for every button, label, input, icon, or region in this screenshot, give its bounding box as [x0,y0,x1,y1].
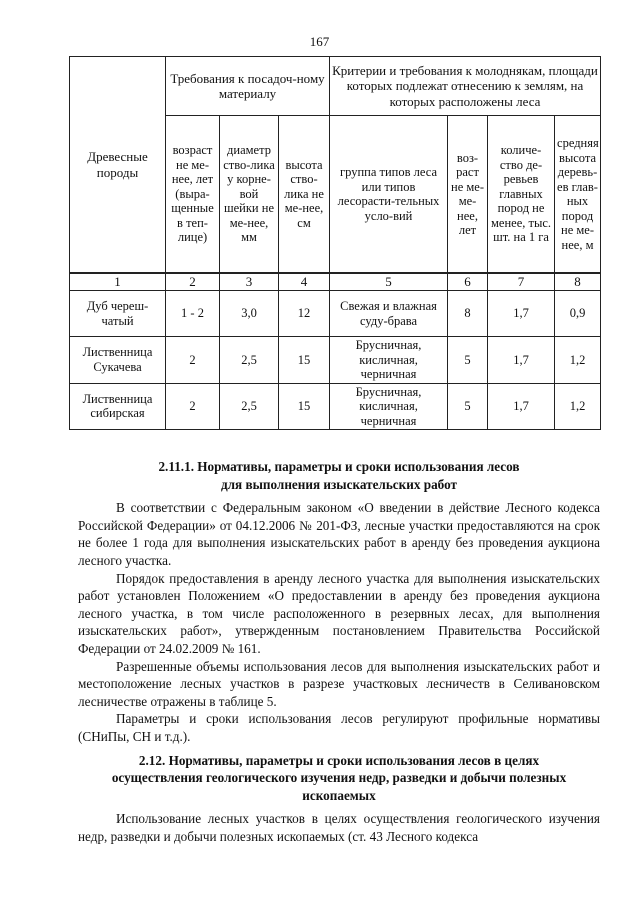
cell-height: 15 [279,337,330,384]
heading-line: осуществления геологического изучения недр, разведки и добычи полезных [111,770,567,786]
page-number: 167 [309,34,330,49]
cell-height: 12 [279,291,330,337]
subheader-avg-height: средняя высота деревь-ев глав-ных пород не ме-нее, м [555,116,601,274]
column-number: 4 [279,273,330,291]
subheader-forest-type: группа типов леса или типов лесорасти-тельных усло-вий [330,116,448,274]
header-planting-material: Требования к посадоч-ному материалу [166,57,330,116]
section-heading-2-12 [78,752,600,805]
cell-avg-height: 0,9 [555,291,601,337]
subheader-diameter: диаметр ство-лика у корне-вой шейки не ме-нее, мм [220,116,279,274]
paragraph: Порядок предоставления в аренду лесного участка для выполнения изыскательских работ установлен Положением «О предоставлении в аренду без проведения аукциона лесного участка, в том числе расположенного в резервных лесах, для выполнения изыскательских работ», утвержденным постановлением Правительства Российской Федерации от 24.02.2009 № 161. [78,570,600,656]
cell-age-young: 5 [448,337,488,384]
table-row [70,337,601,384]
paragraph: Параметры и сроки использования лесов регулируют профильные нормативы (СНиПы, СН и т.д.). [78,711,600,744]
cell-tree-count: 1,7 [488,383,555,430]
column-number: 2 [166,273,220,291]
cell-species: Лиственница Сукачева [70,337,166,384]
cell-tree-count: 1,7 [488,291,555,337]
cell-tree-count: 1,7 [488,337,555,384]
column-number: 3 [220,273,279,291]
cell-species: Дуб череш-чатый [70,291,166,337]
cell-age-young: 5 [448,383,488,430]
forest-requirements-table [69,56,601,430]
cell-age: 1 - 2 [166,291,220,337]
column-number: 6 [448,273,488,291]
subheader-height: высота ство-лика не ме-нее, см [279,116,330,274]
header-young-stands: Критерии и требования к молоднякам, площади которых подлежат отнесению к землям, на которых расположены леса [330,57,601,116]
paragraph: Использование лесных участков в целях осуществления геологического изучения недр, разведки и добычи полезных ископаемых (ст. 43 Лесного кодекса [78,811,600,844]
cell-avg-height: 1,2 [555,337,601,384]
cell-avg-height: 1,2 [555,383,601,430]
cell-species: Лиственница сибирская [70,383,166,430]
column-number: 5 [330,273,448,291]
heading-line: 2.11.1. Нормативы, параметры и сроки использования лесов [158,459,520,474]
subheader-age: возраст не ме-нее, лет (выра-щенные в теп-лице) [166,116,220,274]
cell-forest-type: Брусничная, кисличная, черничная [330,383,448,430]
table-row [70,383,601,430]
body-text [78,458,600,845]
column-number: 8 [555,273,601,291]
section-heading-2-11-1 [78,458,600,493]
heading-line: для выполнения изыскательских работ [220,476,457,492]
subheader-tree-count: количе-ство де-ревьев главных пород не менее, тыс. шт. на 1 га [488,116,555,274]
table-row [70,291,601,337]
cell-forest-type: Брусничная, кисличная, черничная [330,337,448,384]
paragraph: Разрешенные объемы использования лесов для выполнения изыскательских работ и местоположение лесных участков в разрезе участковых лесничеств в Селивановском лесничестве отражены в таблице 5. [78,658,600,709]
cell-forest-type: Свежая и влажная суду-брава [330,291,448,337]
column-number: 1 [70,273,166,291]
cell-age: 2 [166,337,220,384]
paragraph: В соответствии с Федеральным законом «О введении в действие Лесного кодекса Российской Федерации» от 04.12.2006 № 201-ФЗ, лесные участки предоставляются на срок не более 1 года для выполнения изыскательских работ в аренду без проведения аукциона лесного участка. [78,500,600,568]
heading-line: ископаемых [302,787,376,803]
subheader-age-young: воз-раст не ме-ме-нее, лет [448,116,488,274]
cell-age: 2 [166,383,220,430]
cell-diameter: 2,5 [220,337,279,384]
column-number-row [70,273,601,291]
cell-height: 15 [279,383,330,430]
column-number: 7 [488,273,555,291]
header-species: Древесные породы [70,57,166,274]
cell-diameter: 3,0 [220,291,279,337]
cell-age-young: 8 [448,291,488,337]
cell-diameter: 2,5 [220,383,279,430]
table-header-row [70,57,601,116]
heading-line: 2.12. Нормативы, параметры и сроки использования лесов в целях [138,752,540,768]
